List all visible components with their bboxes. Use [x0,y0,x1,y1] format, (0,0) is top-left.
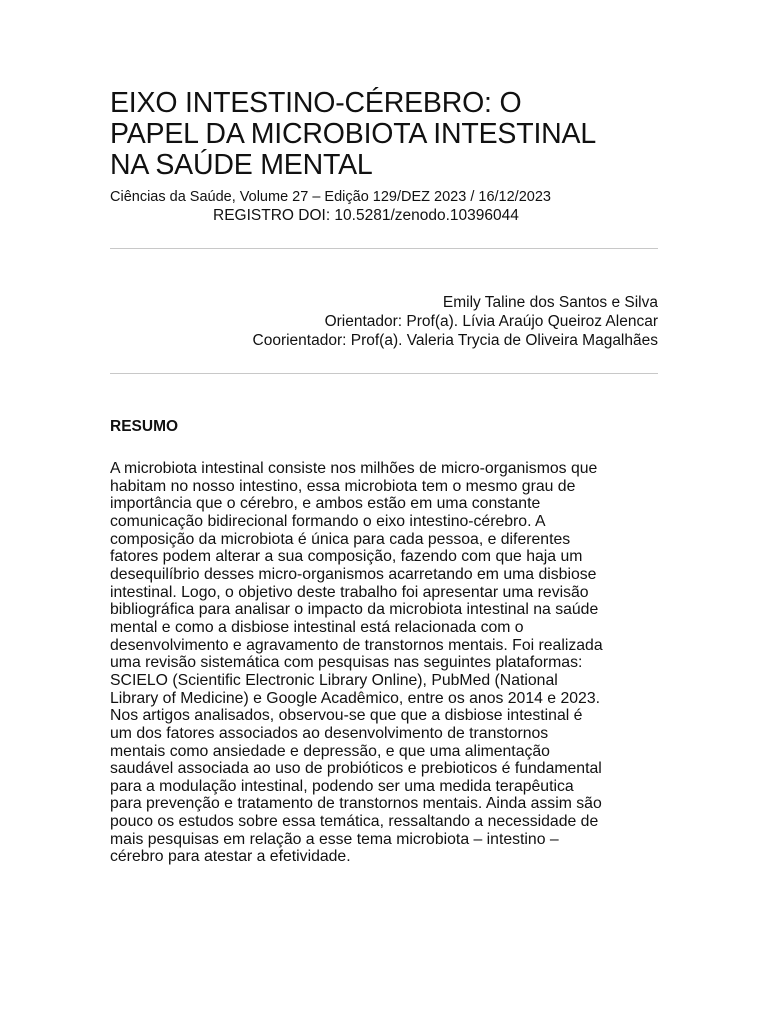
advisor-name: Orientador: Prof(a). Lívia Araújo Queiroz Alencar [324,313,658,330]
abstract-heading: RESUMO [110,418,179,435]
article-title: EIXO INTESTINO-CÉREBRO: O PAPEL DA MICROBIOTA INTESTINAL NA SAÚDE MENTAL [110,87,597,181]
coadvisor-name: Coorientador: Prof(a). Valeria Trycia de Oliveira Magalhães [252,332,658,349]
authors-block [253,293,658,350]
divider-top [110,248,658,249]
author-name: Emily Taline dos Santos e Silva [442,294,658,311]
doi-registry: REGISTRO DOI: 10.5281/zenodo.10396044 [213,207,519,224]
abstract-text: A microbiota intestinal consiste nos milhões de micro-organismos que habitam no nosso intestino, essa microbiota tem o mesmo grau de importância que o cérebro, e ambos estão em uma constante comunicação bidirecional formando o eixo intestino-cérebro. A composição da microbiota é única para cada pessoa, e diferentes fatores podem alterar a sua composição, fazendo com que haja um desequilíbrio desses micro-organismos acarretando em uma disbiose intestinal. Logo, o objetivo deste trabalho foi apresentar uma revisão bibliográfica para analisar o impacto da microbiota intestinal na saúde mental e como a disbiose intestinal está relacionada com o desenvolvimento e agravamento de transtornos mentais. Foi realizada uma revisão sistemática com pesquisas nas seguintes plataformas: SCIELO (Scientific Electronic Library Online), PubMed (National Library of Medicine) e Google Acadêmico, entre os anos 2014 e 2023. Nos artigos analisados, observou-se que que a disbiose intestinal é um dos fatores associados ao desenvolvimento de transtornos mentais como ansiedade e depressão, e que uma alimentação saudável associada ao uso de probióticos e prebioticos é fundamental para a modulação intestinal, podendo ser uma medida terapêutica para prevenção e tratamento de transtornos mentais. Ainda assim são pouco os estudos sobre essa temática, ressaltando a necessidade de mais pesquisas em relação a esse tema microbiota – intestino – cérebro para atestar a efetividade. [110,460,603,866]
divider-bottom [110,373,658,374]
publication-info: Ciências da Saúde, Volume 27 – Edição 129/DEZ 2023 / 16/12/2023 [110,189,551,205]
